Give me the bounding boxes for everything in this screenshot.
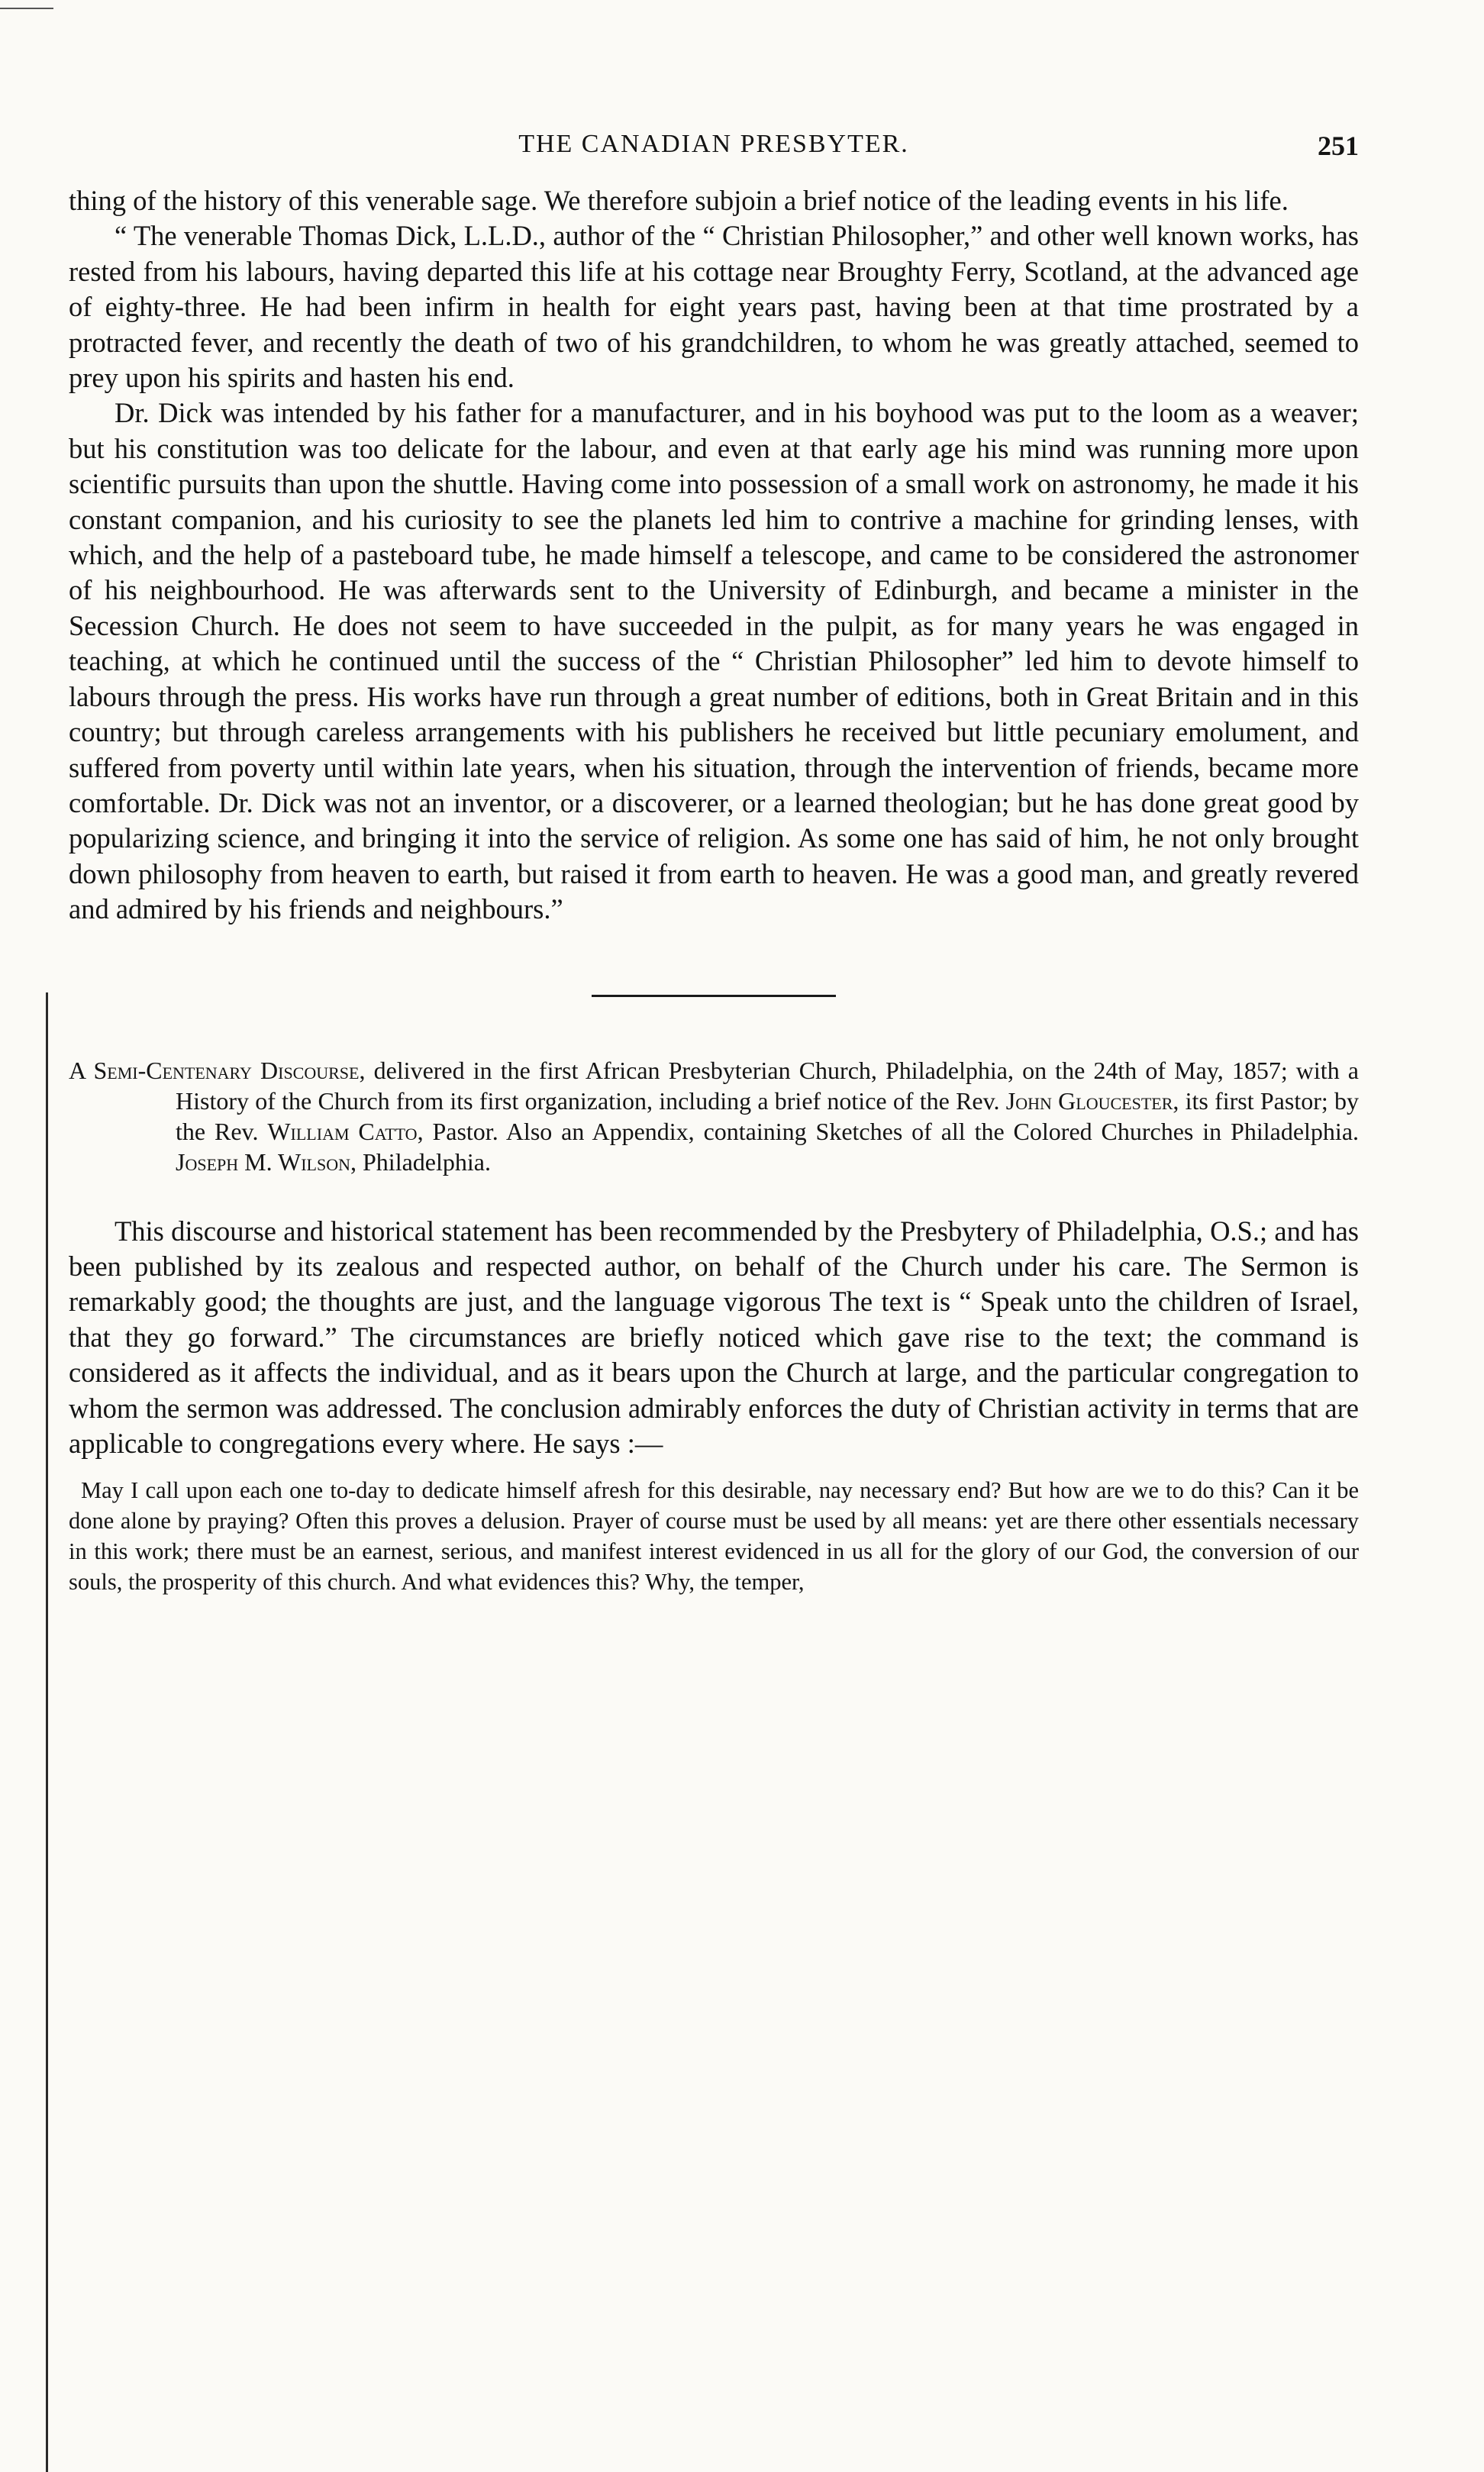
notice-publisher: Joseph M. Wilson — [176, 1147, 350, 1176]
article-paragraph-2: “ The venerable Thomas Dick, L.L.D., author of the “ Christian Philosopher,” and other well known works, has rested from his labours, having departed this life at his cottage near Broughty Ferry, Scotland, at the advanced age of eighty-three. He had been infirm in health for eight years past, having been at that time prostrated by a protracted fever, and recently the death of two of his grandchildren, to whom he was greatly attached, seemed to prey upon his spirits and hasten his end. — [69, 220, 1359, 394]
article-paragraph-3: Dr. Dick was intended by his father for a manufacturer, and in his boyhood was put to the loom as a weaver; but his constitution was too delicate for the labour, and even at that early age his mind was running more upon scientific pursuits than upon the shuttle. Having come into possession of a small work on astronomy, he made it his constant companion, and his curiosity to see the planets led him to contrive a machine for grinding lenses, with which, and the help of a pasteboard tube, he made himself a telescope, and came to be considered the astronomer of his neighbourhood. He was afterwards sent to the University of Edinburgh, and became a minister in the Secession Church. He does not seem to have succeeded in the pulpit, as for many years he was engaged in teaching, at which he continued until the success of the “ Christian Philosopher” led him to devote himself to labours through the press. His works have run through a great number of editions, both in Great Britain and in this country; but through careless arrangements with his publishers he received but little pecuniary emolument, and suffered from poverty until within late years, when his situation, through the intervention of friends, became more comfortable. Dr. Dick was not an inventor, or a discoverer, or a learned theologian; but he has done great good by popularizing science, and bringing it into the service of religion. As some one has said of him, he not only brought down philosophy from heaven to earth, but raised it from earth to heaven. He was a good man, and greatly revered and admired by his friends and neighbours.” — [69, 397, 1359, 925]
notice-name-1: John Gloucester — [1005, 1086, 1173, 1115]
review-paragraph: This discourse and historical statement has been recommended by the Presbytery of Philadelphia, O.S.; and has been published by its zealous and respected author, on behalf of the Church under his care. The Sermon is remarkably good; the thoughts are just, and the language vigorous The text is “ Speak unto the children of Israel, that they go forward.” The circumstances are briefly noticed which gave rise to the text; the command is considered as it affects the individual, and as it bears upon the Church at large, and the particular congregation to whom the sermon was addressed. The conclusion admirably enforces the duty of Christian activity in terms that are applicable to congregations every where. He says :— — [69, 1215, 1359, 1459]
article-paragraph-1: thing of the history of this venerable sage. We therefore subjoin a brief notice of the leading events in his life. — [69, 185, 1289, 216]
notice-part-4: , Philadelphia. — [350, 1147, 491, 1176]
quoted-passage: May I call upon each one to-day to dedicate himself afresh for this desirable, nay necessary end? But how are we to do this? Can it be done alone by praying? Often this proves a delusion. Prayer of course must be used by all means: yet are there other essentials necessary in this work; there must be an earnest, serious, and manifest interest evidenced in us all for the glory of our God, the conversion of our souls, the prosperity of this church. And what evidences this? Why, the temper, — [69, 1477, 1359, 1596]
notice-part-2: , its first Pastor; by the Rev. — [176, 1086, 1360, 1145]
book-notice — [69, 1055, 1359, 1177]
page-number: 251 — [1318, 131, 1359, 161]
article-body — [69, 183, 1359, 928]
scan-margin-line — [46, 992, 48, 2472]
scan-mark — [0, 8, 53, 9]
review-body — [69, 1214, 1359, 1462]
notice-a: A — [69, 1056, 94, 1084]
section-divider — [592, 995, 836, 997]
notice-part-3: , Pastor. Also an Appendix, containing Sketches of all the Colored Churches in Philadelphia. — [417, 1117, 1360, 1145]
notice-name-2: William Catto — [267, 1117, 418, 1145]
page — [69, 130, 1359, 1597]
running-head — [69, 130, 1359, 183]
notice-part-1: , delivered in the first African Presbyterian Church, Philadelphia, on the 24th of May, 1857; with a History of the Church from its first organization, including a brief notice of the Rev. — [176, 1056, 1360, 1115]
notice-title: Semi-Centenary Discourse — [93, 1056, 360, 1084]
running-title: THE CANADIAN PRESBYTER. — [518, 130, 909, 158]
